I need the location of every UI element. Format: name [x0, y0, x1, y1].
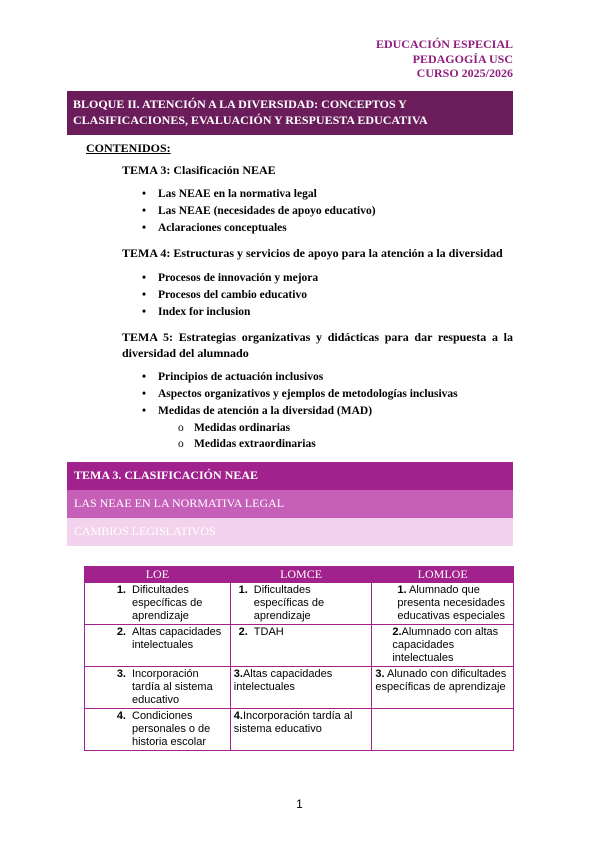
section-band-normativa: LAS NEAE EN LA NORMATIVA LEGAL — [67, 490, 513, 518]
tema4-list — [140, 270, 318, 321]
header-course: CURSO 2025/2026 — [416, 66, 513, 80]
page-number: 1 — [296, 797, 303, 811]
table-header-loe: LOE — [85, 567, 231, 583]
tema4-title: TEMA 4: Estructuras y servicios de apoyo para la atención a la diversidad — [122, 246, 503, 260]
legislation-table — [84, 566, 514, 751]
list-item: • Medidas de atención a la diversidad (MAD) — [142, 405, 373, 417]
table-cell: 2. Altas capacidades intelectuales — [85, 625, 231, 667]
table-row — [85, 625, 514, 667]
table-header-lomloe: LOMLOE — [372, 567, 514, 583]
table-cell: 3. Incorporación tardía al sistema educativo — [85, 667, 231, 709]
table-cell: 1. Dificultades específicas de aprendizaje — [85, 583, 231, 625]
section-band-tema3: TEMA 3. CLASIFICACIÓN NEAE — [67, 462, 513, 490]
table-cell: 3.Altas capacidades intelectuales — [230, 667, 372, 709]
table-cell: 3. Alunado con dificultades específicas de aprendizaje — [372, 667, 514, 709]
table-cell: 2. TDAH — [230, 625, 372, 667]
bloque-title-bar: BLOQUE II. ATENCIÓN A LA DIVERSIDAD: CONCEPTOS Y CLASIFICACIONES, EVALUACIÓN Y RESPUESTA EDUCATIVA — [67, 91, 513, 135]
table-cell: 4. Condiciones personales o de historia escolar — [85, 709, 231, 751]
table-cell — [372, 709, 514, 751]
list-item: • Aspectos organizativos y ejemplos de metodologías inclusivas — [142, 388, 458, 400]
tema3-list — [140, 186, 376, 237]
list-item: • Procesos de innovación y mejora — [142, 272, 319, 284]
list-item: • Las NEAE en la normativa legal — [142, 188, 317, 200]
section-band-cambios: CAMBIOS LEGISLATIVOS — [67, 518, 513, 546]
table-row — [85, 709, 514, 751]
contenidos-heading: CONTENIDOS: — [86, 141, 171, 155]
table-row — [85, 583, 514, 625]
table-cell: 1. Dificultades específicas de aprendizaje — [230, 583, 372, 625]
tema3-title: TEMA 3: Clasificación NEAE — [122, 163, 276, 177]
table-cell: 4.Incorporación tardía al sistema educativo — [230, 709, 372, 751]
table-cell: 2.Alumnado con altas capacidades intelectuales — [372, 625, 514, 667]
sub-list-item: o Medidas ordinarias — [178, 422, 291, 434]
list-item: • Aclaraciones conceptuales — [142, 222, 287, 234]
table-cell: 1. Alumnado que presenta necesidades educativas especiales — [372, 583, 514, 625]
tema5-sublist — [176, 420, 316, 452]
document-header — [376, 37, 513, 81]
list-item: • Procesos del cambio educativo — [142, 289, 307, 301]
list-item: • Las NEAE (necesidades de apoyo educativo) — [142, 205, 376, 217]
tema5-list — [140, 369, 458, 420]
list-item: • Index for inclusion — [142, 306, 251, 318]
header-subject: EDUCACIÓN ESPECIAL — [375, 37, 513, 51]
table-header-lomce: LOMCE — [230, 567, 372, 583]
tema5-title: TEMA 5: Estrategias organizativas y didácticas para dar respuesta a la diversidad del alumnado — [122, 330, 513, 360]
list-item: • Principios de actuación inclusivos — [142, 371, 324, 383]
sub-list-item: o Medidas extraordinarias — [178, 438, 316, 450]
header-degree: PEDAGOGÍA USC — [412, 51, 513, 66]
table-row — [85, 667, 514, 709]
